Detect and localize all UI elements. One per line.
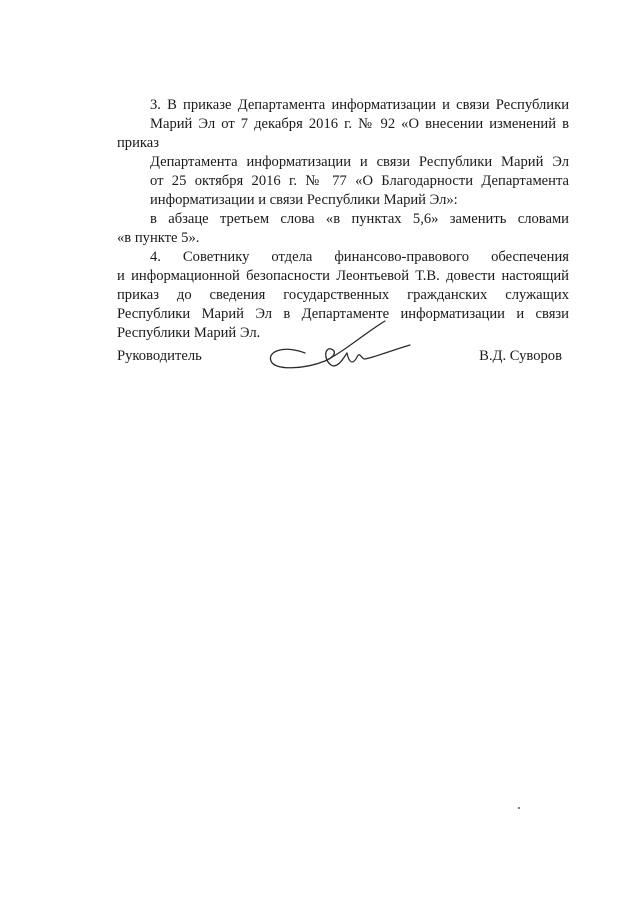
text-line: приказ до сведения государственных гражданских служащих xyxy=(117,287,569,303)
scan-speck xyxy=(518,807,520,809)
text-line: Марий Эл от 7 декабря 2016 г. № 92 «О внесении изменений в приказ xyxy=(117,116,569,151)
text-line: от 25 октября 2016 г. № 77 «О Благодарности Департамента xyxy=(150,173,569,189)
text-line: информатизации и связи Республики Марий Эл»: xyxy=(150,192,458,208)
text-line: в абзаце третьем слова «в пунктах 5,6» заменить словами xyxy=(150,211,569,227)
signer-name: В.Д. Суворов xyxy=(479,348,562,364)
text-line: и информационной безопасности Леонтьевой Т.В. довести настоящий xyxy=(117,268,569,284)
signature-row xyxy=(117,347,569,367)
text-line: Департамента информатизации и связи Республики Марий Эл xyxy=(150,154,569,170)
text-line: 4. Советнику отдела финансово-правового обеспечения xyxy=(150,249,569,265)
text-line: 3. В приказе Департамента информатизации и связи Республики xyxy=(150,97,569,113)
clause-3-amendment xyxy=(117,210,569,248)
position-title: Руководитель xyxy=(117,348,202,364)
clause-3 xyxy=(117,96,569,210)
text-line: Республики Марий Эл. xyxy=(117,325,261,341)
text-line: Республики Марий Эл в Департаменте информатизации и связи xyxy=(117,306,569,322)
text-line: «в пункте 5». xyxy=(117,230,200,246)
document-body xyxy=(117,96,569,343)
